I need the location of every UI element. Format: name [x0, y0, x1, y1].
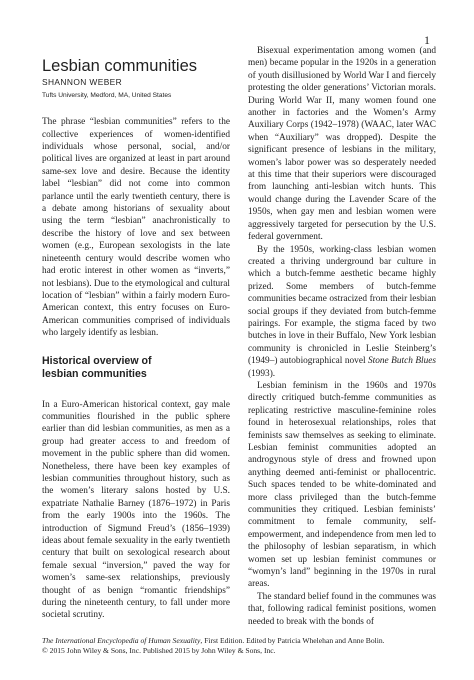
body-paragraph-3: Lesbian feminism in the 1960s and 1970s directly critiqued butch-femme communities as replicating restrictive masculine-feminine roles found in heterosexual relationships, roles that feminists saw themselves as seeking to eliminate. Lesbian feminist communities adopted an androgynous style of dress and frowned upon anything deemed anti-feminist or phallocentric. Such spaces tended to be white-dominated and more class privileged than the butch-femme communities they critiqued. Lesbian feminists’ commitment to female community, self-empowerment, and independence from men led to the philosophy of lesbian separatism, in which women set up lesbian feminist communes or “womyn’s land” beginning in the 1970s in rural areas. — [248, 380, 436, 590]
intro-paragraph: The phrase “lesbian communities” refers to the collective experiences of women-identified individuals whose personal, social, and/or political lives are organized at least in part around same-sex love and desire. Because the identity label “lesbian” did not come into common parlance until the early twentieth century, there is a debate among historians of sexuality about using the term “lesbian” anachronistically to describe the history of love and sex between women (e.g., European sexologists in the late nineteenth century would describe women who had erotic interest in other women as “inverts,” not lesbians). Due to the etymological and cultural location of “lesbian” within a fairly modern Euro-American context, this entry focuses on Euro-American communities comprised of individuals who largely identify as lesbian. — [42, 117, 230, 339]
citation-footer — [42, 636, 442, 656]
body-paragraph-1: Bisexual experimentation among women (and men) became popular in the 1920s in a generation of youth disillusioned by World War I and fiercely protesting the older generations’ Victorian morals. During World War II, many women found one another in factories and the Women’s Army Auxiliary Corps (1942–1978) (WAAC, later WAC when “Auxiliary” was dropped). Despite the significant presence of lesbians in the military, women’s labor power was so desperately needed at this time that their superiors were discouraged from launching anti-lesbian witch hunts. This would change during the Lavender Scare of the 1950s, when gay men and lesbian women were aggressively targeted for persecution by the U.S. federal government. — [248, 46, 436, 243]
page-number: 1 — [424, 33, 430, 47]
section-heading: Historical overview of lesbian communities — [42, 354, 152, 380]
section-paragraph: In a Euro-American historical context, gay male communities flourished in the public sphere earlier than did lesbian communities, as men as a group had greater access to and freedom of movement in the public sphere than did women. Nonetheless, there have been key examples of lesbian communities throughout history, such as the women’s literary salons hosted by U.S. expatriate Nathalie Barney (1876–1972) in Paris from the early 1900s into the 1960s. The introduction of Sigmund Freud’s (1856–1939) ideas about female sexuality in the early twentieth century that built on sexological research about female sexual “inversion,” paved the way for women’s same-sex relationships, previously thought of as benign “romantic friendships” during the nineteenth century, to fall under more societal scrutiny. — [42, 399, 230, 621]
left-column — [42, 57, 230, 622]
citation-line — [42, 636, 442, 646]
book-title: Stone Butch Blues — [368, 356, 436, 367]
paragraph-2-tail: (1993). — [248, 368, 276, 379]
paragraph-2-text: By the 1950s, working-class lesbian women created a thriving underground bar culture in which a butch-femme aesthetic became highly prized. Some members of butch-femme communities became ostracized from their lesbian social groups if they deviated from butch-femme pairings. For example, the stigma faced by two butches in love in their Buffalo, New York lesbian community is chronicled in Leslie Steinberg’s (1949–) autobiographical novel — [248, 244, 436, 367]
body-paragraph-2 — [248, 244, 436, 380]
author-name: SHANNON WEBER — [42, 77, 123, 88]
body-paragraph-4: The standard belief found in the communes was that, following radical feminist positions, women needed to break with the bonds of — [248, 591, 436, 627]
author-affiliation: Tufts University, Medford, MA, United States — [42, 91, 172, 99]
article-title: Lesbian communities — [42, 57, 197, 75]
right-column — [248, 45, 436, 628]
citation-details: , First Edition. Edited by Patricia Whelehan and Anne Bolin. — [200, 636, 385, 645]
encyclopedia-title: The International Encyclopedia of Human Sexuality — [42, 636, 201, 645]
copyright-line: © 2015 John Wiley & Sons, Inc. Published 2015 by John Wiley & Sons, Inc. — [42, 646, 276, 655]
